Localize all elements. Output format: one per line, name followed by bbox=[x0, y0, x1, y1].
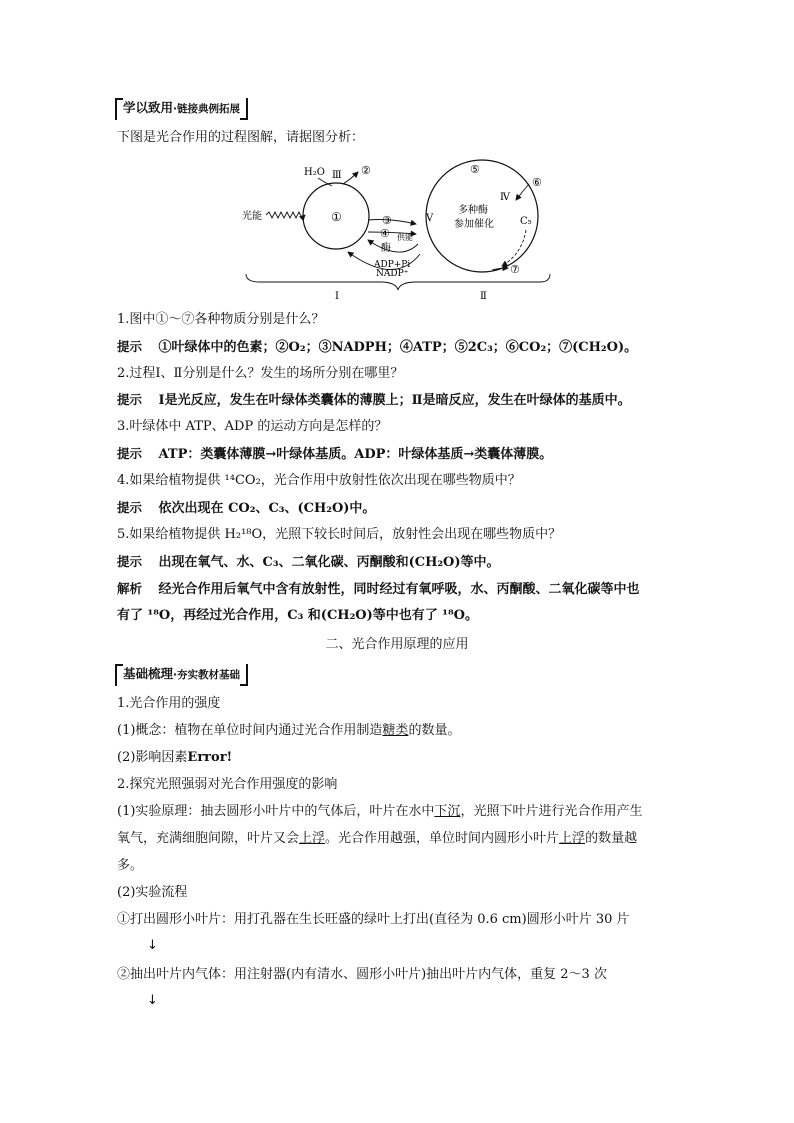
down-arrow-icon: ↓ bbox=[147, 938, 158, 953]
principle-b: ，光照下叶片进行光合作用产生 bbox=[460, 804, 643, 819]
answer-2 bbox=[117, 390, 631, 411]
label-enz1: 多种酶 bbox=[458, 205, 488, 216]
label-iii: Ⅲ bbox=[332, 170, 342, 181]
concept-underline: 糖类 bbox=[382, 723, 409, 738]
concept-text-b: 的数量。 bbox=[408, 723, 461, 738]
label-i: Ⅰ bbox=[335, 291, 339, 302]
analysis-line-2: 有了 ¹⁸O，再经过光合作用，C₃ 和(CH₂O)等中也有了 ¹⁸O。 bbox=[117, 608, 478, 623]
label-iv: Ⅳ bbox=[500, 192, 510, 203]
label-c7: ⑦ bbox=[510, 263, 520, 276]
principle-line-1 bbox=[117, 802, 642, 822]
answer-4-label: 提示 bbox=[117, 500, 143, 515]
label-c2: ② bbox=[361, 164, 371, 177]
question-2: 2.过程Ⅰ、Ⅱ分别是什么？发生的场所分别在哪里？ bbox=[117, 366, 404, 381]
label-cs: C₅ bbox=[520, 216, 532, 227]
answer-5-label: 提示 bbox=[117, 554, 143, 569]
label-c4: ④ bbox=[380, 227, 390, 240]
label-nadp: NADP⁺ bbox=[376, 269, 409, 279]
concept-text-a: (1)概念：植物在单位时间内通过光合作用制造 bbox=[117, 723, 383, 738]
point-factors bbox=[117, 748, 232, 768]
down-arrow-icon: ↓ bbox=[147, 993, 158, 1008]
answer-1-text: ①叶绿体中的色素；②O₂；③NADPH；④ATP；⑤2C₃；⑥CO₂；⑦(CH₂O)。 bbox=[158, 340, 638, 355]
principle-d: 。光合作用越强，单位时间内圆形小叶片 bbox=[325, 831, 560, 846]
label-c5: ⑤ bbox=[470, 163, 480, 176]
label-c1: ① bbox=[331, 210, 342, 224]
factors-error: Error! bbox=[187, 750, 233, 765]
question-3: 3.叶绿体中 ATP、ADP 的运动方向是怎样的？ bbox=[117, 419, 388, 434]
answer-5 bbox=[117, 552, 500, 573]
principle-underline-1: 下沉 bbox=[434, 804, 461, 819]
label-h2o: H₂O bbox=[304, 167, 325, 178]
question-1: 1.图中①～⑦各种物质分别是什么？ bbox=[117, 312, 325, 327]
analysis-line-1 bbox=[117, 579, 640, 600]
label-c3: ③ bbox=[382, 214, 392, 227]
label-c6: ⑥ bbox=[532, 176, 542, 189]
label-adp: ADP+Pi bbox=[374, 260, 411, 270]
answer-3-label: 提示 bbox=[117, 446, 143, 461]
answer-3-text: ATP：类囊体薄膜→叶绿体基质。ADP：叶绿体基质→类囊体薄膜。 bbox=[158, 447, 553, 462]
section-tag-basics-sub: ·夯实教材基础 bbox=[173, 669, 241, 681]
answer-4 bbox=[117, 498, 375, 519]
point-1: 1.光合作用的强度 bbox=[117, 696, 221, 711]
principle-underline-3: 上浮 bbox=[559, 831, 586, 846]
analysis-label: 解析 bbox=[117, 581, 143, 596]
label-ii: Ⅱ bbox=[480, 291, 487, 302]
procedure-step-2: ②抽出叶片内气体：用注射器(内有清水、圆形小叶片)抽出叶片内气体，重复 2～3 次 bbox=[117, 967, 607, 982]
answer-2-label: 提示 bbox=[117, 392, 143, 407]
answer-5-text: 出现在氧气、水、C₃、二氧化碳、丙酮酸和(CH₂O)等中。 bbox=[158, 555, 500, 570]
section-tag-title: 学以致用 bbox=[123, 100, 174, 115]
label-enz2: 参加催化 bbox=[454, 219, 494, 230]
section-tag-sub: ·链接典例拓展 bbox=[173, 103, 241, 115]
section-tag-practice bbox=[115, 98, 248, 120]
label-v: V bbox=[426, 213, 434, 224]
procedure-step-1: ①打出圆形小叶片：用打孔器在生长旺盛的绿叶上打出(直径为 0.6 cm)圆形小叶片 30 片 bbox=[117, 912, 630, 927]
label-light: 光能 bbox=[242, 211, 262, 222]
label-gongneng: 供能 bbox=[397, 233, 413, 242]
intro-text: 下图是光合作用的过程图解，请据图分析： bbox=[117, 130, 365, 145]
answer-3 bbox=[117, 444, 552, 465]
label-mei: 酶 bbox=[381, 243, 391, 254]
answer-4-text: 依次出现在 CO₂、C₃、(CH₂O)中。 bbox=[158, 501, 376, 516]
answer-1 bbox=[117, 337, 637, 358]
section-tag-basics-title: 基础梳理 bbox=[123, 666, 174, 681]
principle-c: 氧气，充满细胞间隙，叶片又会 bbox=[117, 831, 300, 846]
principle-a: (1)实验原理：抽去圆形小叶片中的气体后，叶片在水中 bbox=[117, 804, 435, 819]
point-2: 2.探究光照强弱对光合作用强度的影响 bbox=[117, 777, 338, 792]
principle-underline-2: 上浮 bbox=[299, 831, 326, 846]
answer-1-label: 提示 bbox=[117, 339, 143, 354]
principle-line-2 bbox=[117, 829, 637, 849]
principle-line-3: 多。 bbox=[117, 858, 144, 873]
analysis-text-1: 经光合作用后氧气中含有放射性，同时经过有氧呼吸，水、丙酮酸、二氧化碳等中也 bbox=[158, 582, 640, 597]
section-heading-2: 二、光合作用原理的应用 bbox=[325, 637, 469, 652]
answer-2-text: Ⅰ是光反应，发生在叶绿体类囊体的薄膜上；Ⅱ是暗反应，发生在叶绿体的基质中。 bbox=[158, 393, 631, 408]
point-concept bbox=[117, 721, 460, 741]
question-5: 5.如果给植物提供 H₂¹⁸O，光照下较长时间后，放射性会出现在哪些物质中？ bbox=[117, 527, 562, 542]
principle-e: 的数量越 bbox=[585, 831, 638, 846]
photosynthesis-diagram bbox=[240, 158, 570, 308]
question-4: 4.如果给植物提供 ¹⁴CO₂，光合作用中放射性依次出现在哪些物质中？ bbox=[117, 473, 521, 488]
factors-text: (2)影响因素 bbox=[117, 750, 188, 765]
procedure-heading: (2)实验流程 bbox=[117, 885, 188, 900]
section-tag-basics bbox=[115, 664, 248, 686]
